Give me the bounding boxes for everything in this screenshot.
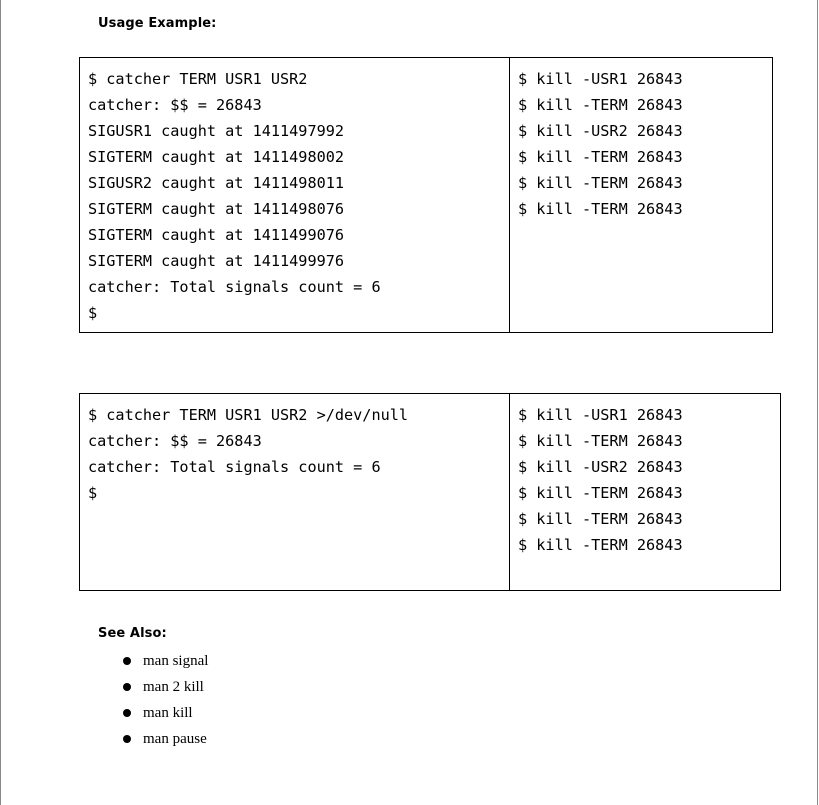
terminal-line: $ kill -TERM 26843 [518,484,683,502]
see-also-heading: See Also: [98,626,167,641]
terminal-line: $ kill -USR1 26843 [518,70,683,88]
example-1-catcher-output [80,58,510,333]
terminal-line: $ catcher TERM USR1 USR2 >/dev/null [88,406,409,424]
usage-example-1-table [79,57,773,333]
terminal-line: $ [88,304,98,322]
page-border-right [817,0,818,805]
terminal-line: $ kill -TERM 26843 [518,510,683,528]
terminal-line: SIGTERM caught at 1411499076 [88,226,345,244]
terminal-line: $ kill -TERM 26843 [518,432,683,450]
page-border-left [0,0,1,805]
terminal-line: SIGUSR1 caught at 1411497992 [88,122,345,140]
terminal-line: $ kill -USR2 26843 [518,122,683,140]
terminal-line: $ kill -TERM 26843 [518,536,683,554]
example-2-catcher-output [80,394,510,591]
terminal-line: catcher: Total signals count = 6 [88,278,381,296]
see-also-item: man pause [117,726,208,752]
example-1-kill-commands [510,58,773,333]
example-2-kill-commands [510,394,781,591]
terminal-line: catcher: $$ = 26843 [88,432,262,450]
terminal-line: SIGTERM caught at 1411499976 [88,252,345,270]
terminal-line: $ kill -TERM 26843 [518,174,683,192]
terminal-line: $ kill -TERM 26843 [518,200,683,218]
see-also-item: man kill [117,700,208,726]
see-also-item: man 2 kill [117,674,208,700]
terminal-line: $ catcher TERM USR1 USR2 [88,70,308,88]
terminal-line: catcher: $$ = 26843 [88,96,262,114]
terminal-line: catcher: Total signals count = 6 [88,458,381,476]
usage-example-2-table [79,393,781,591]
terminal-line: $ kill -TERM 26843 [518,96,683,114]
see-also-list [117,648,208,752]
usage-example-heading: Usage Example: [98,16,217,31]
terminal-line: SIGUSR2 caught at 1411498011 [88,174,345,192]
see-also-item: man signal [117,648,208,674]
terminal-line: $ kill -USR1 26843 [518,406,683,424]
terminal-line: SIGTERM caught at 1411498076 [88,200,345,218]
terminal-line: $ kill -TERM 26843 [518,148,683,166]
terminal-line: SIGTERM caught at 1411498002 [88,148,345,166]
terminal-line: $ kill -USR2 26843 [518,458,683,476]
terminal-line: $ [88,484,98,502]
